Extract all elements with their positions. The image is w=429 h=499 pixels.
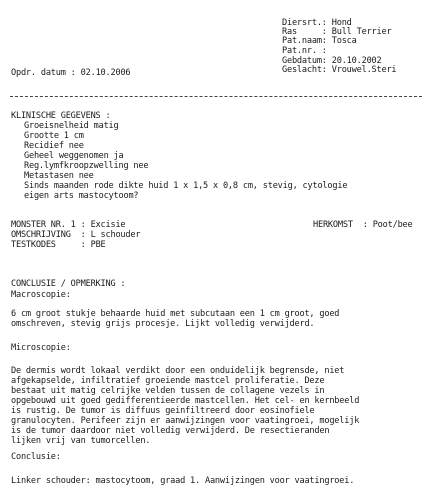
microscopy-line: opgebouwd uit goed gedifferentieerde mastcellen. Het cel- en kernbeeld <box>11 396 360 406</box>
species-value: Hond <box>331 18 352 28</box>
sex-row <box>282 65 396 75</box>
clinical-line: Metastasen nee <box>24 171 94 181</box>
description-label: OMSCHRIJVING : <box>11 230 86 240</box>
order-date-value: 02.10.2006 <box>80 68 131 78</box>
clinical-line: Geheel weggenomen ja <box>24 151 124 161</box>
description-value: L schouder <box>90 230 141 240</box>
microscopy-line: afgekapselde, infiltratief groeiende mastcel proliferatie. Deze <box>11 376 325 386</box>
macroscopy-heading: Macroscopie: <box>11 290 71 300</box>
clinical-line: eigen arts mastocytoom? <box>24 191 139 201</box>
clinical-line: Reg.lymfkroopzwelling nee <box>24 161 149 171</box>
microscopy-line: is rustig. De tumor is diffuus geinfiltreerd door eosinofiele <box>11 406 315 416</box>
testcodes-row <box>11 240 106 250</box>
patient-name-label: Pat.naam: <box>282 36 327 46</box>
order-date <box>11 68 130 78</box>
origin-label: HERKOMST : <box>313 220 368 230</box>
breed-value: Bull Terrier <box>331 27 392 37</box>
macroscopy-line: 6 cm groot stukje behaarde huid met subcutaan een 1 cm groot, goed <box>11 309 340 319</box>
macroscopy-line: omschreven, stevig grijs procesje. Lijkt volledig verwijderd. <box>11 319 315 329</box>
clinical-line: Sinds maanden rode dikte huid 1 x 1,5 x 0,8 cm, stevig, cytologie <box>24 181 348 191</box>
clinical-line: Grootte 1 cm <box>24 131 84 141</box>
breed-label: Ras : <box>282 27 327 37</box>
order-date-label: Opdr. datum : <box>11 68 76 78</box>
microscopy-line: granulocyten. Perifeer zijn er aanwijzingen voor vaatingroei, mogelijk <box>11 416 360 426</box>
birthdate-value: 20.10.2002 <box>331 56 382 66</box>
sex-label: Geslacht: <box>282 65 327 75</box>
clinical-heading: KLINISCHE GEGEVENS : <box>11 111 111 121</box>
sex-value: Vrouwel.Steri <box>331 65 397 75</box>
conclusion-subheading: Conclusie: <box>11 452 61 462</box>
conclusion-line: Linker schouder: mastocytoom, graad 1. Aanwijzingen voor vaatingroei. <box>11 476 355 486</box>
patient-name-row <box>282 36 357 46</box>
patient-name-value: Tosca <box>331 36 357 46</box>
microscopy-heading: Microscopie: <box>11 343 71 353</box>
separator-line <box>10 96 422 97</box>
clinical-line: Groeisnelheid matig <box>24 121 119 131</box>
clinical-line: Recidief nee <box>24 141 84 151</box>
species-label: Diersrt.: <box>282 18 327 28</box>
testcodes-value: PBE <box>90 240 106 250</box>
testcodes-label: TESTKODES : <box>11 240 86 250</box>
microscopy-line: is de tumor daardoor niet volledig verwijderd. De resectieranden <box>11 426 330 436</box>
monster-label: MONSTER NR. 1 : <box>11 220 86 230</box>
patient-number-label: Pat.nr. : <box>282 46 327 56</box>
monster-value: Excisie <box>90 220 126 230</box>
conclusion-heading: CONCLUSIE / OPMERKING : <box>11 279 126 289</box>
description-row <box>11 230 140 240</box>
patient-number-row <box>282 46 332 56</box>
microscopy-line: De dermis wordt lokaal verdikt door een onduidelijk begrensde, niet <box>11 366 345 376</box>
monster-row <box>11 220 125 230</box>
origin-row <box>313 220 413 230</box>
birthdate-label: Gebdatum: <box>282 56 327 66</box>
origin-value: Poot/bee <box>372 220 413 230</box>
microscopy-line: lijken vrij van tumorcellen. <box>11 436 151 446</box>
microscopy-line: bestaat uit matig celrijke velden tussen de collagene vezels in <box>11 386 325 396</box>
